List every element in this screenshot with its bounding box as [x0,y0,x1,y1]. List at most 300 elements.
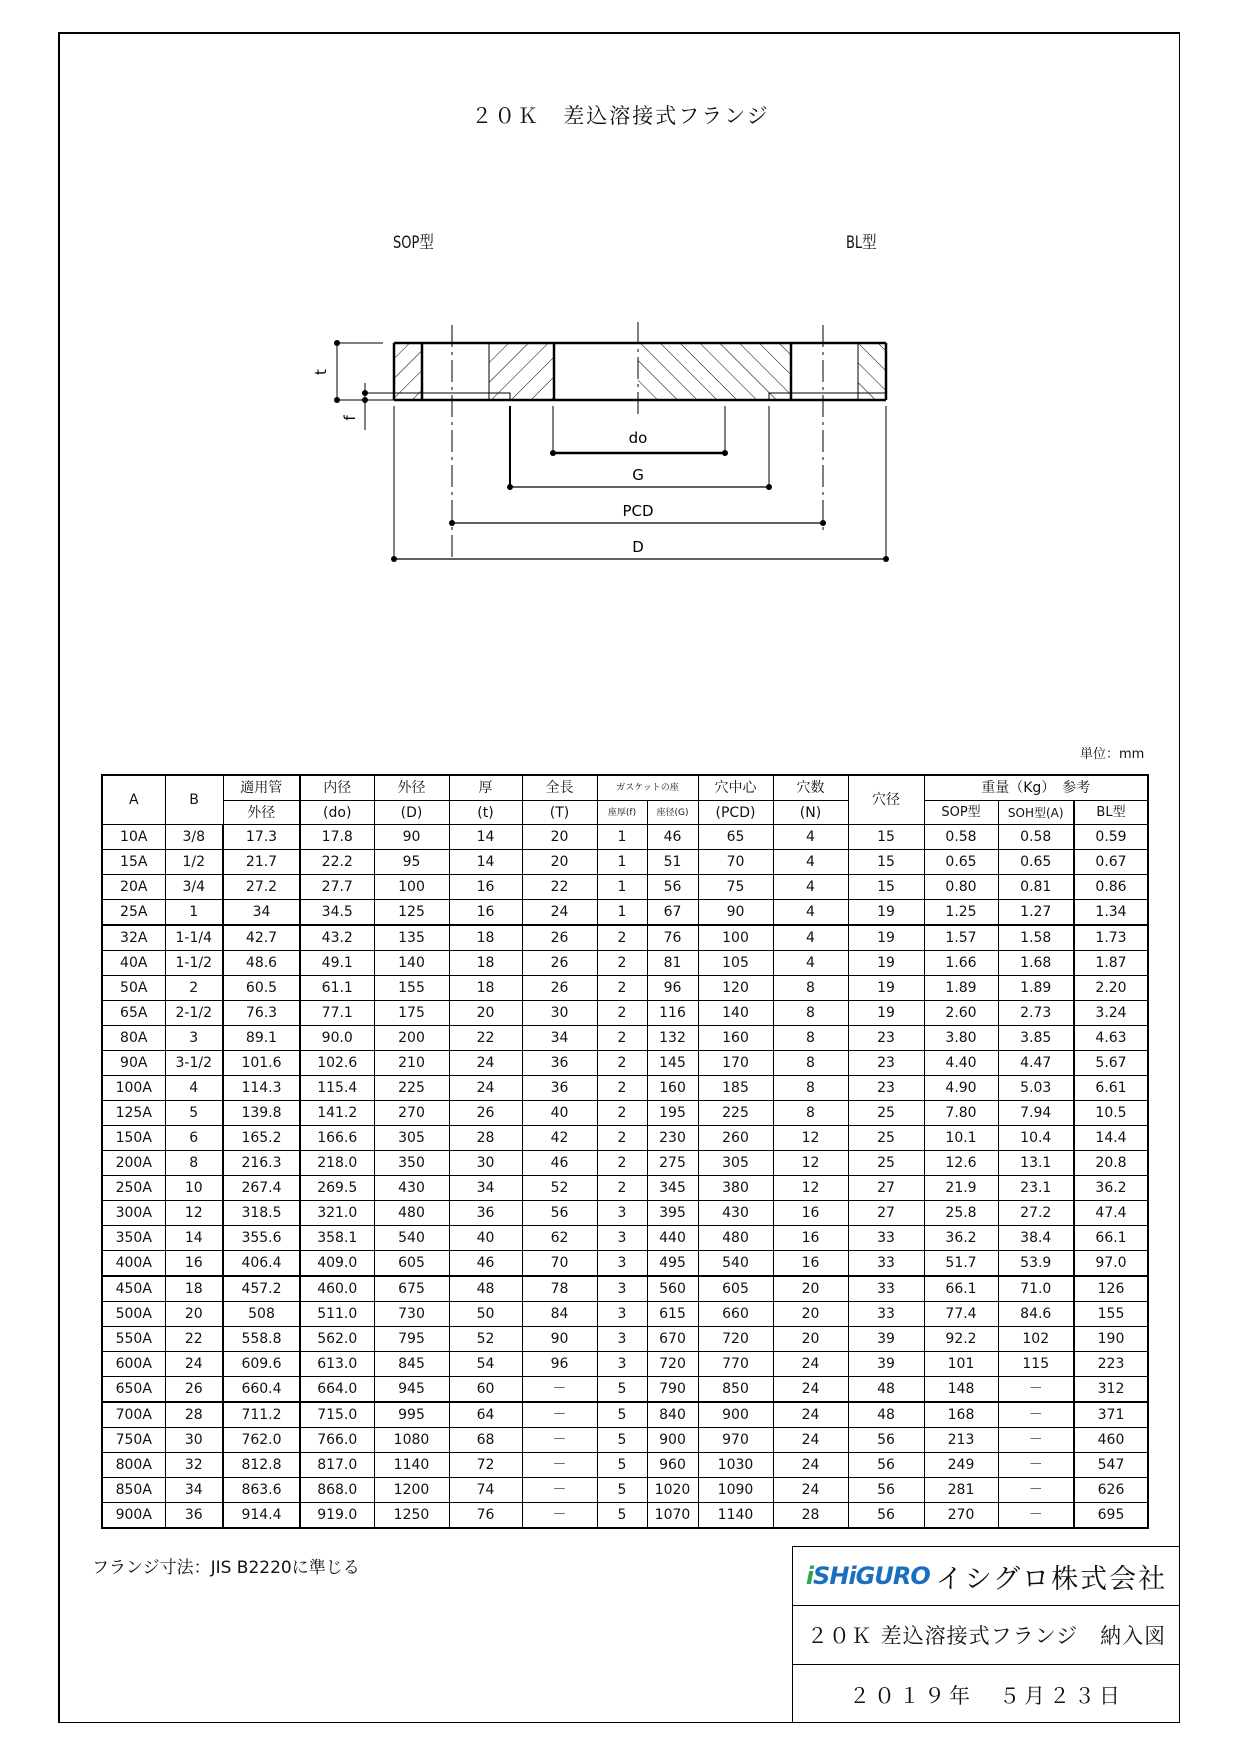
table-cell: 260 [698,1126,773,1151]
table-row [102,1176,1148,1201]
table-cell: 615 [647,1302,698,1327]
table-cell: － [998,1402,1074,1428]
table-cell: 36 [522,1051,597,1076]
table-cell: 47.4 [1074,1201,1148,1226]
table-cell: 25 [848,1151,924,1176]
date-row [793,1665,1180,1724]
table-cell: 102.6 [300,1051,374,1076]
table-cell: 850 [698,1377,773,1403]
table-row [102,1276,1148,1302]
table-cell: 101 [924,1352,998,1377]
company-name: イシグロ株式会社 [935,1563,1168,1595]
table-cell: 46 [522,1151,597,1176]
table-cell: 18 [449,925,522,951]
table-cell: 5.03 [998,1076,1074,1101]
table-cell: 600A [102,1352,165,1377]
table-cell: 845 [374,1352,449,1377]
table-cell: 8 [773,1076,848,1101]
table-cell: 15A [102,850,165,875]
table-cell: 281 [924,1478,998,1503]
table-cell: 558.8 [223,1327,300,1352]
table-cell: 65A [102,1001,165,1026]
table-cell: 2.20 [1074,976,1148,1001]
table-cell: 56 [848,1478,924,1503]
table-cell: 28 [165,1402,223,1428]
table-cell: 720 [698,1327,773,1352]
table-cell: 562.0 [300,1327,374,1352]
spec-table-body [102,825,1148,1529]
table-cell: 50 [449,1302,522,1327]
table-cell: 16 [165,1251,223,1277]
table-cell: 43.2 [300,925,374,951]
table-cell: 20 [522,825,597,850]
table-cell: 0.81 [998,875,1074,900]
table-cell: 160 [647,1076,698,1101]
table-cell: 10 [165,1176,223,1201]
table-cell: 74 [449,1478,522,1503]
table-row [102,1402,1148,1428]
table-cell: 36 [522,1076,597,1101]
table-cell: 5 [597,1503,647,1529]
table-cell: 7.80 [924,1101,998,1126]
table-cell: 20A [102,875,165,900]
table-cell: 18 [165,1276,223,1302]
table-cell: 250A [102,1176,165,1201]
table-cell: 19 [848,1001,924,1026]
table-cell: 18 [449,951,522,976]
table-cell: 945 [374,1377,449,1403]
table-cell: 22 [449,1026,522,1051]
table-row [102,1478,1148,1503]
t-dim-label: t [312,369,330,375]
table-cell: 34 [522,1026,597,1051]
table-cell: 39 [848,1327,924,1352]
table-cell: 1020 [647,1478,698,1503]
table-cell: 460 [1074,1428,1148,1453]
table-cell: 27.2 [998,1201,1074,1226]
table-cell: 46 [449,1251,522,1277]
table-cell: 70 [698,850,773,875]
table-cell: 1 [597,900,647,926]
table-cell: 300A [102,1201,165,1226]
table-cell: 900A [102,1503,165,1529]
table-cell: 8 [165,1151,223,1176]
table-cell: 605 [374,1251,449,1277]
table-cell: 90 [698,900,773,926]
table-cell: 8 [773,1001,848,1026]
table-cell: 150A [102,1126,165,1151]
table-cell: 16 [773,1226,848,1251]
table-cell: 695 [1074,1503,1148,1529]
table-cell: 850A [102,1478,165,1503]
table-cell: 863.6 [223,1478,300,1503]
table-cell: 56 [848,1453,924,1478]
flange-spec-table [101,774,1149,1529]
table-cell: 2 [597,1076,647,1101]
table-cell: 62 [522,1226,597,1251]
table-row [102,1226,1148,1251]
table-cell: 4 [773,825,848,850]
table-cell: 12 [773,1151,848,1176]
table-cell: 34 [223,900,300,926]
table-cell: 65 [698,825,773,850]
table-cell: 19 [848,976,924,1001]
header-inner-dia-2: (do) [300,801,374,825]
table-cell: 249 [924,1453,998,1478]
table-cell: 34.5 [300,900,374,926]
header-gasket-f: 座厚(f) [597,801,647,825]
table-cell: 23 [848,1026,924,1051]
table-cell: 12 [165,1201,223,1226]
table-cell: 457.2 [223,1276,300,1302]
table-cell: － [998,1453,1074,1478]
header-holes: 穴数 [773,775,848,801]
table-cell: 56 [848,1503,924,1529]
table-cell: 5.67 [1074,1051,1148,1076]
sop-section [394,343,554,400]
table-cell: 4.40 [924,1051,998,1076]
table-cell: 36 [165,1503,223,1529]
table-cell: 223 [1074,1352,1148,1377]
table-cell: 5 [165,1101,223,1126]
table-cell: 25 [848,1126,924,1151]
table-cell: 3 [165,1026,223,1051]
table-cell: 1.66 [924,951,998,976]
table-cell: 22 [165,1327,223,1352]
g-dim-label: G [632,466,644,484]
table-cell: 20 [449,1001,522,1026]
table-cell: － [998,1478,1074,1503]
table-cell: 96 [522,1352,597,1377]
table-cell: 868.0 [300,1478,374,1503]
header-thickness: 厚 [449,775,522,801]
header-length: 全長 [522,775,597,801]
table-cell: 23 [848,1076,924,1101]
table-cell: 36.2 [924,1226,998,1251]
company-logo [806,1562,930,1590]
table-row [102,1151,1148,1176]
table-cell: 0.58 [924,825,998,850]
table-cell: 4 [773,925,848,951]
table-cell: 1.58 [998,925,1074,951]
table-cell: 15 [848,850,924,875]
table-cell: 900 [698,1402,773,1428]
table-cell: 60 [449,1377,522,1403]
table-cell: 17.3 [223,825,300,850]
table-cell: 16 [449,875,522,900]
table-cell: 305 [374,1126,449,1151]
table-cell: 26 [522,976,597,1001]
header-inner-dia: 内径 [300,775,374,801]
table-cell: 440 [647,1226,698,1251]
table-cell: 115.4 [300,1076,374,1101]
table-cell: 0.59 [1074,825,1148,850]
table-cell: 1140 [374,1453,449,1478]
table-cell: 1.57 [924,925,998,951]
table-row [102,900,1148,926]
table-cell: 36.2 [1074,1176,1148,1201]
header-hole-dia: 穴径 [848,775,924,825]
table-cell: 4 [773,951,848,976]
table-cell: 0.67 [1074,850,1148,875]
table-cell: － [522,1402,597,1428]
table-cell: 3 [597,1352,647,1377]
table-cell: 1.34 [1074,900,1148,926]
header-pcd: 穴中心 [698,775,773,801]
table-cell: － [522,1428,597,1453]
table-cell: 660.4 [223,1377,300,1403]
table-cell: 51 [647,850,698,875]
table-row [102,1201,1148,1226]
table-cell: 3.80 [924,1026,998,1051]
table-cell: 15 [848,875,924,900]
table-row [102,951,1148,976]
table-cell: 24 [449,1076,522,1101]
table-cell: 2 [597,925,647,951]
table-cell: 2 [597,1151,647,1176]
table-cell: 20 [773,1302,848,1327]
table-cell: 4 [165,1076,223,1101]
header-length-2: (T) [522,801,597,825]
table-cell: 76 [647,925,698,951]
table-cell: 5 [597,1428,647,1453]
table-cell: 5 [597,1402,647,1428]
table-cell: 22 [522,875,597,900]
table-cell: － [522,1478,597,1503]
table-cell: 20 [522,850,597,875]
table-row [102,1428,1148,1453]
header-outer-dia-2: (D) [374,801,449,825]
table-cell: 165.2 [223,1126,300,1151]
drawing-name: ２０Ｋ 差込溶接式フランジ 納入図 [806,1624,1167,1648]
table-cell: 750A [102,1428,165,1453]
unit-label: 単位：mm [1080,747,1145,762]
table-cell: 140 [698,1001,773,1026]
table-cell: 3 [597,1276,647,1302]
table-row [102,1126,1148,1151]
table-cell: 90.0 [300,1026,374,1051]
header-b: B [165,775,223,825]
table-cell: 1 [597,875,647,900]
company-row [793,1547,1180,1606]
f-dim-label: f [341,415,359,421]
table-cell: 50A [102,976,165,1001]
table-cell: 28 [449,1126,522,1151]
header-weight: 重量（Kg） 参考 [924,775,1148,801]
table-cell: 14 [165,1226,223,1251]
table-cell: 56 [522,1201,597,1226]
table-cell: 560 [647,1276,698,1302]
table-cell: 48 [449,1276,522,1302]
drawing-date: ２０１９年 ５月２３日 [849,1683,1124,1708]
table-cell: 46 [647,825,698,850]
table-cell: 72 [449,1453,522,1478]
table-cell: 605 [698,1276,773,1302]
table-cell: 762.0 [223,1428,300,1453]
table-cell: 995 [374,1402,449,1428]
table-cell: 1.87 [1074,951,1148,976]
table-cell: 84 [522,1302,597,1327]
table-cell: 350A [102,1226,165,1251]
table-cell: 4 [773,875,848,900]
header-a: A [102,775,165,825]
table-cell: 4.90 [924,1076,998,1101]
table-cell: 970 [698,1428,773,1453]
table-cell: 38.4 [998,1226,1074,1251]
table-cell: 90 [522,1327,597,1352]
table-cell: 511.0 [300,1302,374,1327]
table-cell: 2 [165,976,223,1001]
table-cell: 1 [597,825,647,850]
table-cell: 166.6 [300,1126,374,1151]
table-cell: 21.9 [924,1176,998,1201]
table-cell: 495 [647,1251,698,1277]
table-cell: 52 [449,1327,522,1352]
table-cell: 1.68 [998,951,1074,976]
table-cell: 8 [773,1051,848,1076]
table-cell: 33 [848,1226,924,1251]
table-cell: 269.5 [300,1176,374,1201]
table-cell: 6 [165,1126,223,1151]
header-pipe-od: 適用管 [223,775,300,801]
table-cell: 36 [449,1201,522,1226]
d-dim-label: D [632,538,644,556]
table-cell: 10.4 [998,1126,1074,1151]
do-dim-label: do [628,429,648,447]
table-cell: 170 [698,1051,773,1076]
table-cell: 218.0 [300,1151,374,1176]
table-cell: 1080 [374,1428,449,1453]
table-cell: 1-1/2 [165,951,223,976]
table-cell: 795 [374,1327,449,1352]
table-cell: 16 [449,900,522,926]
table-cell: 225 [698,1101,773,1126]
table-cell: 25.8 [924,1201,998,1226]
table-cell: 27 [848,1201,924,1226]
header-weight-bl: BL型 [1074,801,1148,825]
table-cell: 2 [597,1001,647,1026]
table-cell: 4 [773,850,848,875]
table-cell: 1-1/4 [165,925,223,951]
table-cell: 39 [848,1352,924,1377]
table-cell: 380 [698,1176,773,1201]
table-cell: 3/4 [165,875,223,900]
table-cell: 840 [647,1402,698,1428]
table-cell: 409.0 [300,1251,374,1277]
table-cell: 145 [647,1051,698,1076]
table-cell: 2 [597,976,647,1001]
table-row [102,1503,1148,1529]
table-cell: 48.6 [223,951,300,976]
table-cell: 66.1 [1074,1226,1148,1251]
table-cell: 25A [102,900,165,926]
table-cell: 650A [102,1377,165,1403]
table-cell: 500A [102,1302,165,1327]
table-cell: 21.7 [223,850,300,875]
table-cell: 100A [102,1076,165,1101]
table-cell: 22.2 [300,850,374,875]
table-cell: 24 [522,900,597,926]
table-cell: 660 [698,1302,773,1327]
table-cell: 168 [924,1402,998,1428]
table-cell: 105 [698,951,773,976]
table-cell: 720 [647,1352,698,1377]
table-cell: 1/2 [165,850,223,875]
table-cell: 305 [698,1151,773,1176]
table-cell: 77.1 [300,1001,374,1026]
table-row [102,1377,1148,1403]
table-cell: 17.8 [300,825,374,850]
table-cell: 10A [102,825,165,850]
table-cell: 700A [102,1402,165,1428]
table-cell: 2 [597,1101,647,1126]
table-cell: 26 [522,951,597,976]
table-cell: 210 [374,1051,449,1076]
table-row [102,976,1148,1001]
table-cell: 76 [449,1503,522,1529]
table-cell: 5 [597,1377,647,1403]
table-cell: 14.4 [1074,1126,1148,1151]
header-holes-2: (N) [773,801,848,825]
table-cell: 216.3 [223,1151,300,1176]
table-cell: 450A [102,1276,165,1302]
table-cell: 100 [374,875,449,900]
table-row [102,1076,1148,1101]
table-cell: 66.1 [924,1276,998,1302]
table-cell: 148 [924,1377,998,1403]
header-pipe-od-2: 外径 [223,801,300,825]
table-cell: 30 [522,1001,597,1026]
table-cell: 609.6 [223,1352,300,1377]
table-cell: 2 [597,951,647,976]
table-row [102,1026,1148,1051]
table-cell: 60.5 [223,976,300,1001]
table-cell: 23 [848,1051,924,1076]
table-cell: 12 [773,1126,848,1151]
table-cell: 139.8 [223,1101,300,1126]
table-cell: 34 [165,1478,223,1503]
table-cell: 14 [449,850,522,875]
table-cell: 321.0 [300,1201,374,1226]
table-cell: 70 [522,1251,597,1277]
table-cell: 1090 [698,1478,773,1503]
table-cell: 914.4 [223,1503,300,1529]
table-cell: 1070 [647,1503,698,1529]
table-cell: 13.1 [998,1151,1074,1176]
table-cell: 270 [924,1503,998,1529]
table-cell: 1030 [698,1453,773,1478]
table-cell: 790 [647,1377,698,1403]
table-cell: 1.73 [1074,925,1148,951]
table-cell: 27.7 [300,875,374,900]
table-cell: 371 [1074,1402,1148,1428]
table-cell: 1 [165,900,223,926]
logo-accent-icon: i [805,1562,814,1590]
table-cell: 49.1 [300,951,374,976]
table-cell: 16 [773,1201,848,1226]
table-cell: 4.47 [998,1051,1074,1076]
table-cell: 126 [1074,1276,1148,1302]
table-cell: 18 [449,976,522,1001]
table-cell: 1 [597,850,647,875]
table-cell: 1.27 [998,900,1074,926]
table-cell: － [998,1503,1074,1529]
table-cell: 20 [165,1302,223,1327]
table-row [102,1101,1148,1126]
table-cell: 5 [597,1453,647,1478]
table-cell: 547 [1074,1453,1148,1478]
table-cell: 64 [449,1402,522,1428]
